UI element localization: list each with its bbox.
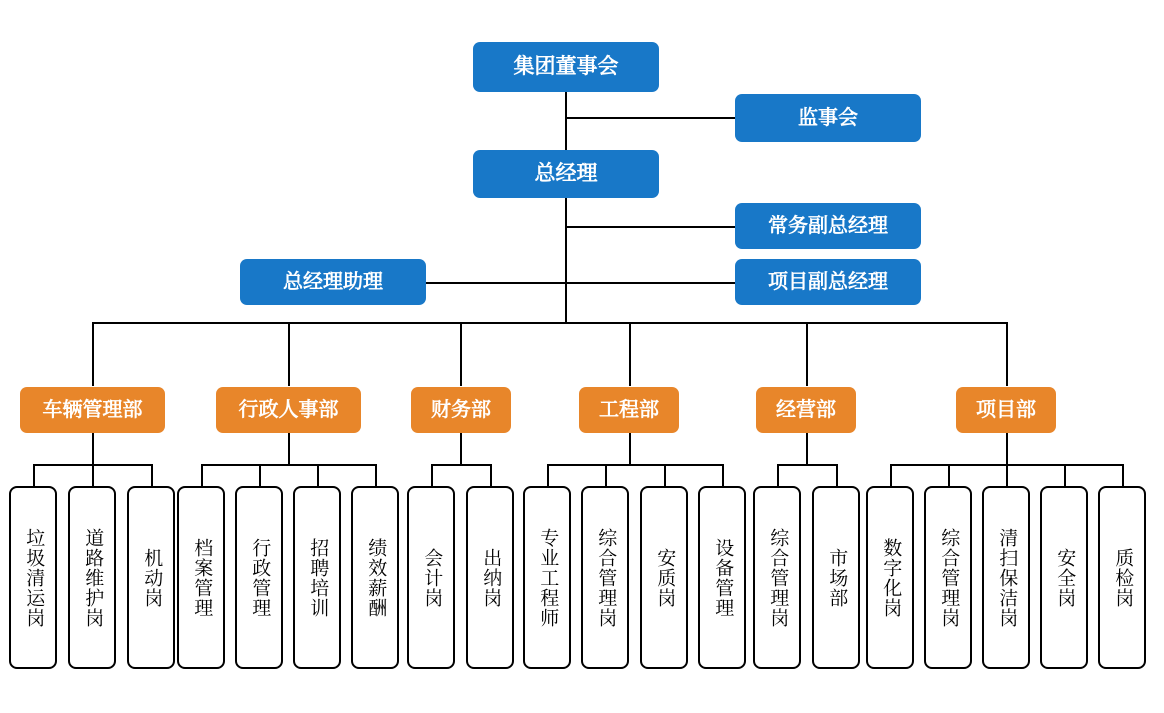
node-supervisory[interactable] bbox=[735, 94, 921, 142]
connector-engineering-pos-2 bbox=[664, 464, 666, 486]
leaf-admin-hr-pos-3[interactable] bbox=[351, 486, 399, 669]
connector-engineering-pos-1 bbox=[605, 464, 607, 486]
node-gm-assistant-label: 总经理助理 bbox=[283, 270, 383, 293]
connector-bus-to-vehicle bbox=[92, 322, 94, 386]
connector-operations-pos-0 bbox=[777, 464, 779, 486]
connector-gm-to-supervisory bbox=[565, 117, 735, 119]
node-exec-vp[interactable] bbox=[735, 203, 921, 249]
leaf-vehicle-pos-0-label: 垃圾清运岗 bbox=[23, 527, 45, 628]
node-supervisory-label: 监事会 bbox=[798, 106, 858, 129]
node-board[interactable] bbox=[473, 42, 659, 92]
leaf-operations-pos-0-label: 综合管理岗 bbox=[767, 527, 789, 628]
connector-vehicle-pos-1 bbox=[92, 464, 94, 486]
leaf-admin-hr-pos-2-label: 招聘培训 bbox=[307, 537, 329, 618]
node-gm-label: 总经理 bbox=[534, 161, 598, 185]
connector-admin-hr-pos-0 bbox=[201, 464, 203, 486]
connector-operations-pos-1 bbox=[836, 464, 838, 486]
connector-project-pos-2 bbox=[1006, 464, 1008, 486]
node-dept-project-label: 项目部 bbox=[976, 398, 1036, 421]
leaf-project-pos-4-label: 质检岗 bbox=[1112, 547, 1134, 608]
node-board-label: 集团董事会 bbox=[513, 54, 619, 78]
connector-vehicle-pos-0 bbox=[33, 464, 35, 486]
connector-finance-down bbox=[460, 433, 462, 465]
leaf-finance-pos-1[interactable] bbox=[466, 486, 514, 669]
node-exec-vp-label: 常务副总经理 bbox=[768, 214, 888, 237]
connector-finance-pos-0 bbox=[431, 464, 433, 486]
leaf-vehicle-pos-2-label: 机动岗 bbox=[141, 547, 163, 608]
node-dept-admin-hr[interactable] bbox=[216, 387, 361, 433]
leaf-project-pos-0-label: 数字化岗 bbox=[880, 537, 902, 618]
leaf-engineering-pos-1[interactable] bbox=[581, 486, 629, 669]
leaf-engineering-pos-1-label: 综合管理岗 bbox=[595, 527, 617, 628]
node-dept-operations-label: 经营部 bbox=[776, 398, 836, 421]
node-gm-assistant[interactable] bbox=[240, 259, 426, 305]
node-gm[interactable] bbox=[473, 150, 659, 198]
leaf-project-pos-3[interactable] bbox=[1040, 486, 1088, 669]
admin-hr-sub-bus bbox=[201, 464, 375, 466]
connector-bus-to-project bbox=[1006, 322, 1008, 386]
leaf-vehicle-pos-1-label: 道路维护岗 bbox=[82, 527, 104, 628]
leaf-engineering-pos-3[interactable] bbox=[698, 486, 746, 669]
leaf-finance-pos-0[interactable] bbox=[407, 486, 455, 669]
leaf-engineering-pos-3-label: 设备管理 bbox=[712, 537, 734, 618]
connector-engineering-down bbox=[629, 433, 631, 465]
node-project-vp[interactable] bbox=[735, 259, 921, 305]
connector-gm-to-exec-vp bbox=[565, 226, 735, 228]
connector-bus-to-operations bbox=[806, 322, 808, 386]
connector-vehicle-pos-2 bbox=[151, 464, 153, 486]
leaf-admin-hr-pos-0-label: 档案管理 bbox=[191, 537, 213, 618]
node-dept-vehicle[interactable] bbox=[20, 387, 165, 433]
connector-project-pos-1 bbox=[948, 464, 950, 486]
connector-admin-hr-pos-1 bbox=[259, 464, 261, 486]
operations-sub-bus bbox=[777, 464, 836, 466]
leaf-operations-pos-1[interactable] bbox=[812, 486, 860, 669]
department-bus bbox=[92, 322, 1007, 324]
leaf-project-pos-0[interactable] bbox=[866, 486, 914, 669]
leaf-finance-pos-0-label: 会计岗 bbox=[421, 547, 443, 608]
finance-sub-bus bbox=[431, 464, 490, 466]
connector-project-pos-0 bbox=[890, 464, 892, 486]
connector-project-pos-3 bbox=[1064, 464, 1066, 486]
node-dept-engineering-label: 工程部 bbox=[599, 398, 659, 421]
leaf-vehicle-pos-1[interactable] bbox=[68, 486, 116, 669]
leaf-vehicle-pos-2[interactable] bbox=[127, 486, 175, 669]
leaf-project-pos-2[interactable] bbox=[982, 486, 1030, 669]
leaf-project-pos-3-label: 安全岗 bbox=[1054, 547, 1076, 608]
connector-operations-down bbox=[806, 433, 808, 465]
node-dept-project[interactable] bbox=[956, 387, 1056, 433]
node-dept-vehicle-label: 车辆管理部 bbox=[42, 398, 143, 421]
leaf-finance-pos-1-label: 出纳岗 bbox=[480, 547, 502, 608]
connector-project-down bbox=[1006, 433, 1008, 465]
leaf-admin-hr-pos-0[interactable] bbox=[177, 486, 225, 669]
connector-engineering-pos-0 bbox=[547, 464, 549, 486]
leaf-engineering-pos-2-label: 安质岗 bbox=[654, 547, 676, 608]
connector-admin-hr-pos-3 bbox=[375, 464, 377, 486]
connector-finance-pos-1 bbox=[490, 464, 492, 486]
connector-bus-to-finance bbox=[460, 322, 462, 386]
connector-gm-down bbox=[565, 197, 567, 323]
leaf-admin-hr-pos-1-label: 行政管理 bbox=[249, 537, 271, 618]
node-dept-operations[interactable] bbox=[756, 387, 856, 433]
leaf-admin-hr-pos-2[interactable] bbox=[293, 486, 341, 669]
connector-vehicle-down bbox=[92, 433, 94, 465]
leaf-engineering-pos-0-label: 专业工程师 bbox=[537, 527, 559, 628]
node-dept-finance-label: 财务部 bbox=[431, 398, 491, 421]
connector-gm-to-project-vp bbox=[424, 282, 735, 284]
leaf-project-pos-1-label: 综合管理岗 bbox=[938, 527, 960, 628]
connector-engineering-pos-3 bbox=[722, 464, 724, 486]
connector-bus-to-admin-hr bbox=[288, 322, 290, 386]
node-dept-admin-hr-label: 行政人事部 bbox=[238, 398, 339, 421]
connector-admin-hr-down bbox=[288, 433, 290, 465]
leaf-operations-pos-1-label: 市场部 bbox=[826, 547, 848, 608]
node-dept-finance[interactable] bbox=[411, 387, 511, 433]
leaf-project-pos-4[interactable] bbox=[1098, 486, 1146, 669]
connector-board-to-gm bbox=[565, 91, 567, 152]
leaf-admin-hr-pos-3-label: 绩效薪酬 bbox=[365, 537, 387, 618]
leaf-project-pos-1[interactable] bbox=[924, 486, 972, 669]
connector-project-pos-4 bbox=[1122, 464, 1124, 486]
leaf-operations-pos-0[interactable] bbox=[753, 486, 801, 669]
leaf-engineering-pos-0[interactable] bbox=[523, 486, 571, 669]
connector-bus-to-engineering bbox=[629, 322, 631, 386]
leaf-engineering-pos-2[interactable] bbox=[640, 486, 688, 669]
connector-admin-hr-pos-2 bbox=[317, 464, 319, 486]
node-dept-engineering[interactable] bbox=[579, 387, 679, 433]
node-project-vp-label: 项目副总经理 bbox=[768, 270, 888, 293]
leaf-admin-hr-pos-1[interactable] bbox=[235, 486, 283, 669]
engineering-sub-bus bbox=[547, 464, 722, 466]
leaf-project-pos-2-label: 清扫保洁岗 bbox=[996, 527, 1018, 628]
leaf-vehicle-pos-0[interactable] bbox=[9, 486, 57, 669]
